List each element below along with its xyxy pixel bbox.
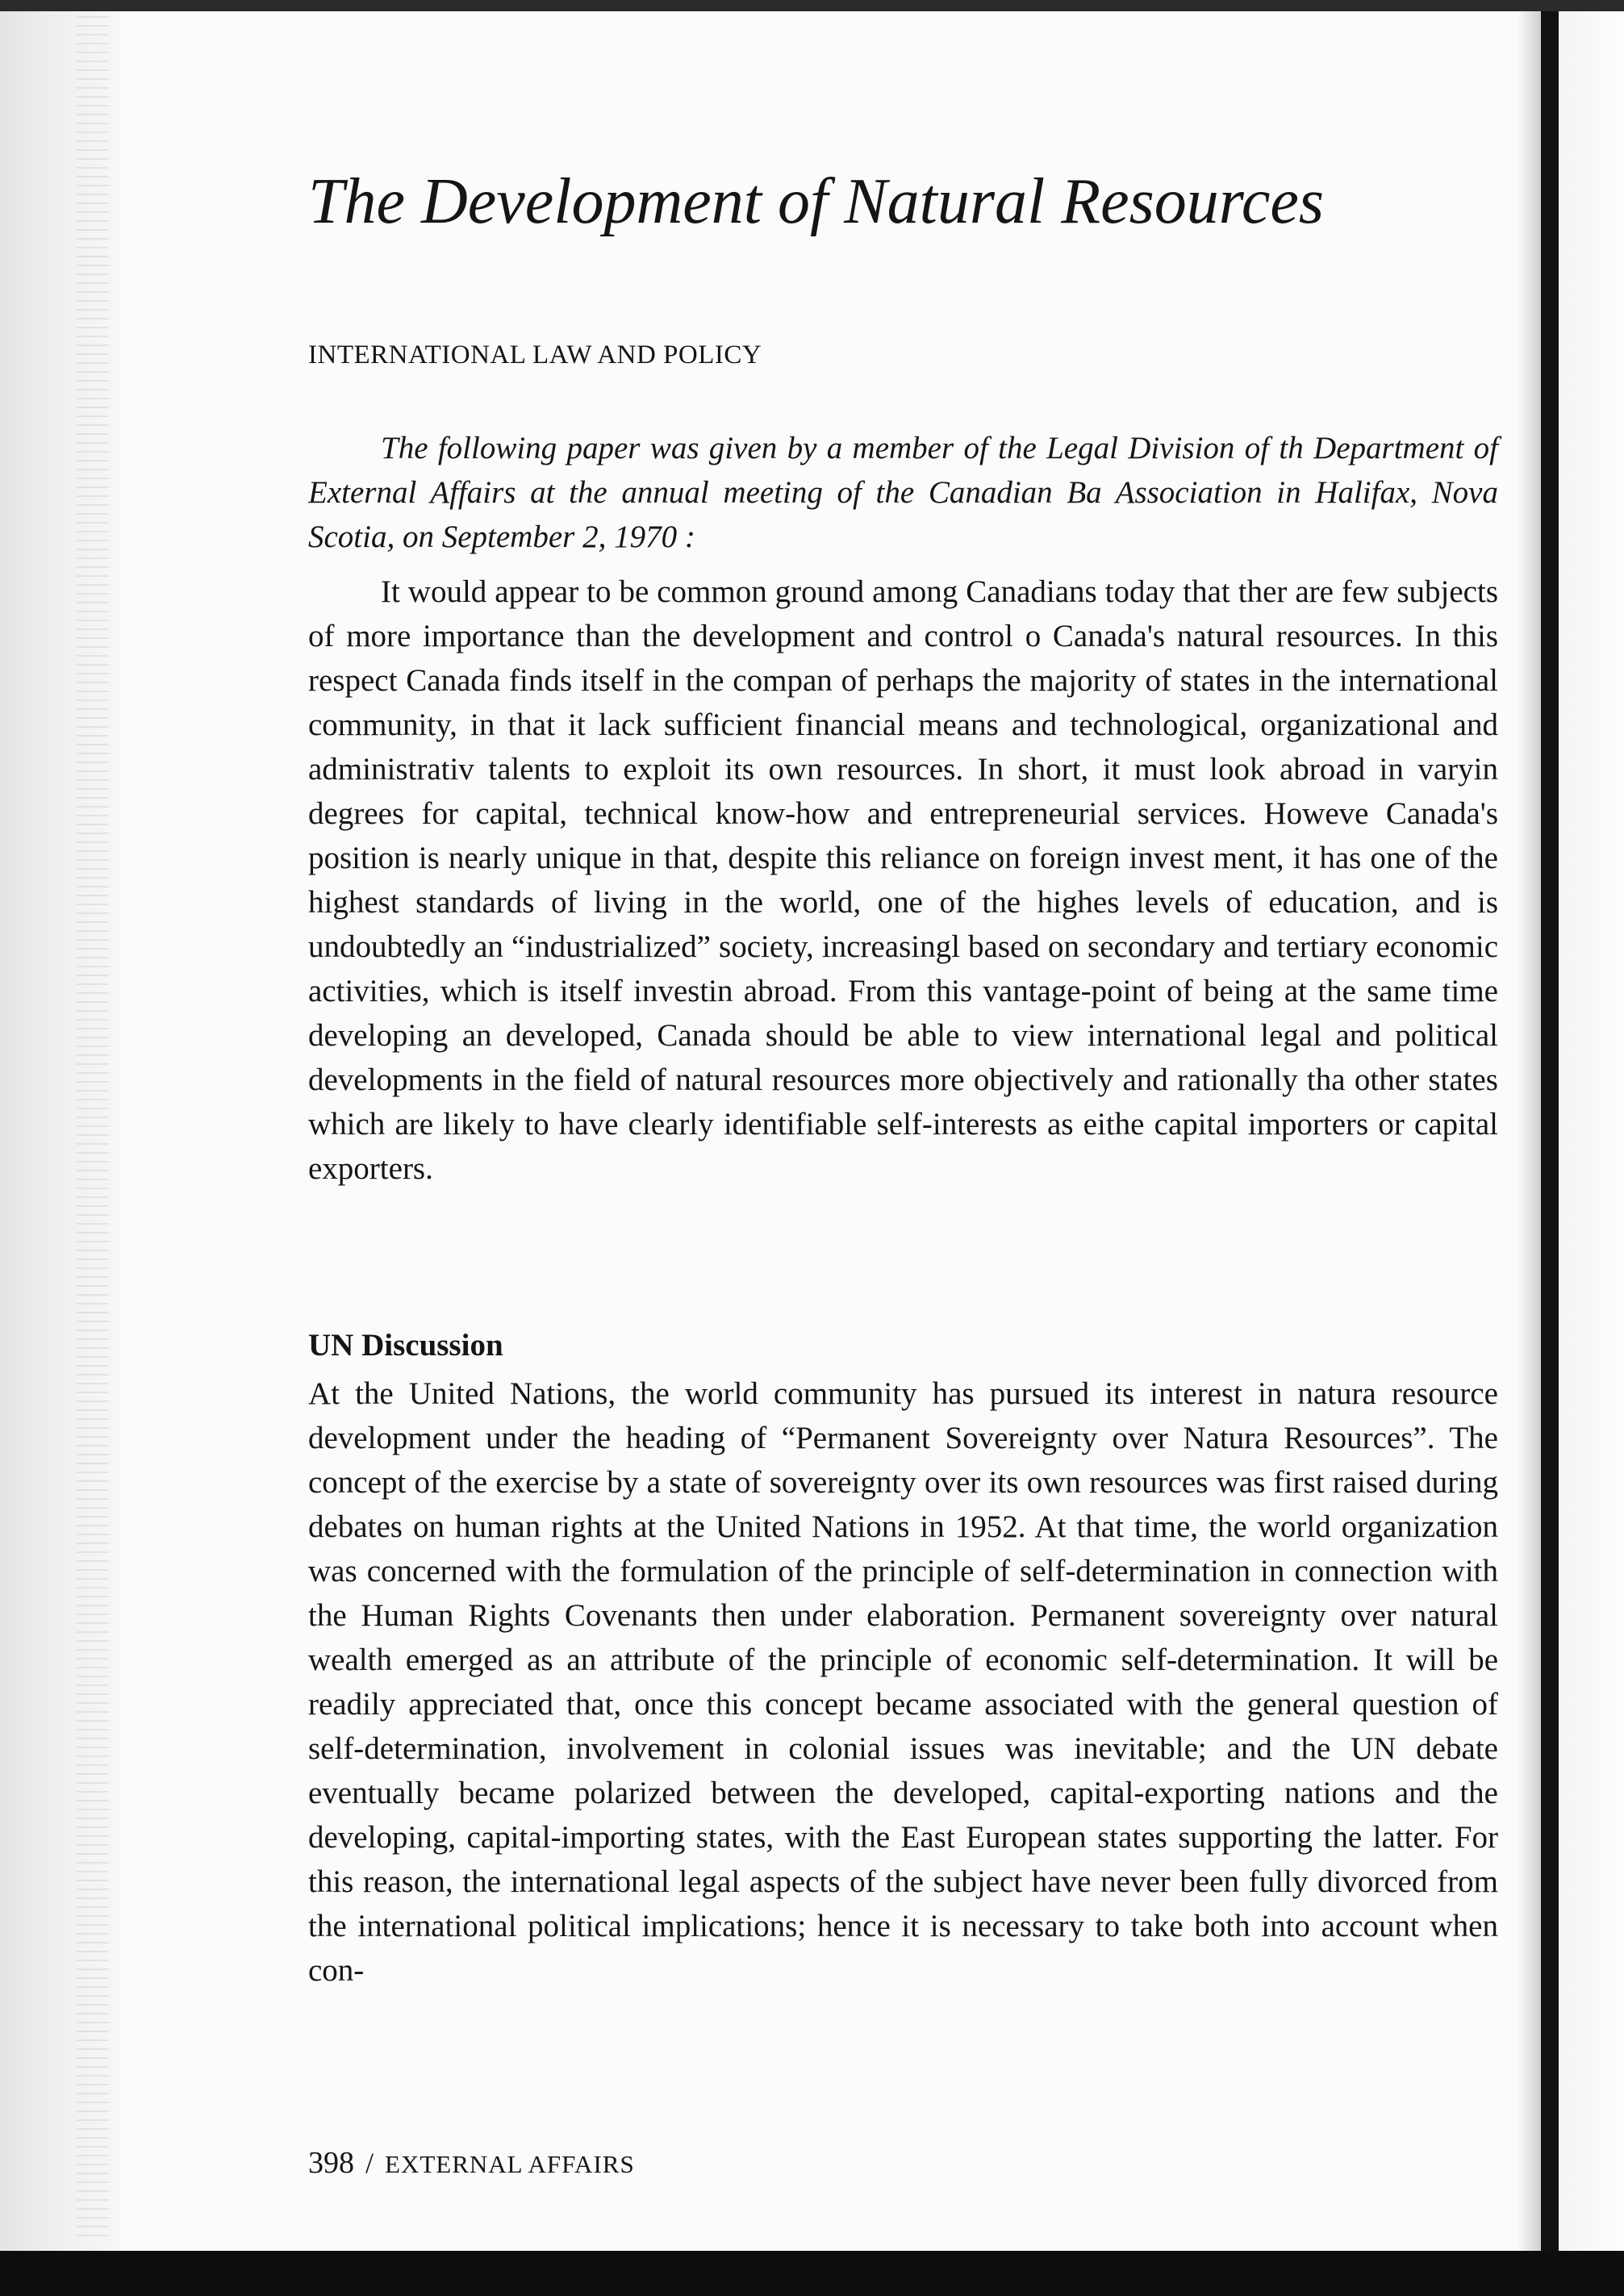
adjacent-page-edge [1559, 11, 1624, 2251]
footer-separator: / [365, 2147, 374, 2179]
body-paragraph-2: At the United Nations, the world community has pursued its interest in natura resource development under the heading of “Permanent Sovereignty over Natura Resources”. The concept of the exercise by a state of sovereignty over its own resources was first raised during debates on human rights at the United Nations in 1952. At that time, the world organization was concerned with the formulation of the principle of self-determination in connection with the Human Rights Covenants then under elaboration. Permanent sovereignty over natural wealth emerged as an attribute of the principle of economic self-determination. It will be readily appreciated that, once this concept became associated with the general question of self-determination, involvement in colonial issues was inevitable; and the UN debate eventually became polarized between the developed, capital-exporting nations and the developing, capital-importing states, with the East European states supporting the latter. For this reason, the international legal aspects of the subject have never been fully divorced from the international political implications; hence it is necessary to take both into account when con- [308, 1376, 1498, 1988]
gutter-speckle [77, 16, 109, 2243]
page-number: 398 [308, 2146, 354, 2180]
intro-paragraph: The following paper was given by a member of the Legal Division of th Department of External Affairs at the annual meeting of the Canadian Ba Association in Halifax, Nova Scotia, on September 2, 1970 : [308, 431, 1498, 554]
spine-shadow [1517, 11, 1541, 2251]
section-label: INTERNATIONAL LAW AND POLICY [308, 340, 762, 369]
page-footer [308, 2143, 635, 2185]
article-title: The Development of Natural Resources [308, 166, 1325, 237]
book-spine [1541, 11, 1559, 2251]
body-paragraph-1: It would appear to be common ground among Canadians today that ther are few subjects of more importance than the development and control o Canada's natural resources. In this respect Canada finds itself in the compan of perhaps the majority of states in the international community, in that it lack sufficient financial means and technological, organizational and administrativ talents to exploit its own resources. In short, it must look abroad in varyin degrees for capital, technical know-how and entrepreneurial services. Howeve Canada's position is nearly unique in that, despite this reliance on foreign invest ment, it has one of the highest standards of living in the world, one of the highes levels of education, and is undoubtedly an “industrialized” society, increasingl based on secondary and tertiary economic activities, which is itself investin abroad. From this vantage-point of being at the same time developing an developed, Canada should be able to view international legal and political developments in the field of natural resources more objectively and rationally tha other states which are likely to have clearly identifiable self-interests as eithe capital importers or capital exporters. [308, 574, 1498, 1186]
section-heading-un: UN Discussion [308, 1328, 503, 1363]
scan-frame-bottom [0, 2251, 1624, 2296]
publication-name: EXTERNAL AFFAIRS [385, 2150, 635, 2178]
page-content [308, 0, 1498, 2296]
